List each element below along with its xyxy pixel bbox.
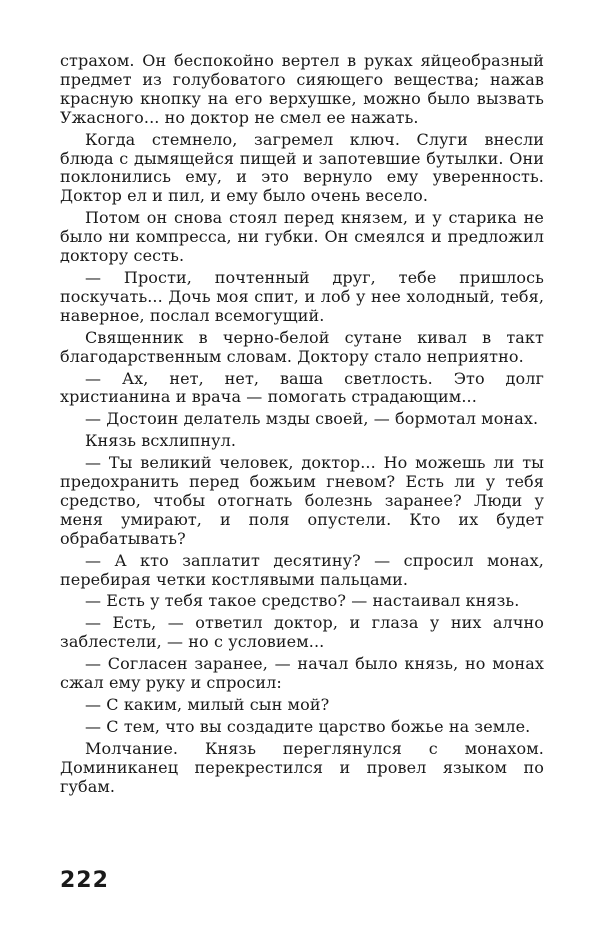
paragraph: — Ты великий человек, доктор... Но можешь ли ты предохранить перед божьим гневом? Есть ли у тебя средство, чтобы отогнать болезнь заранее? Люди у меня умирают, и поля опустели. Кто их будет обрабатывать? — [60, 453, 544, 548]
paragraph: — Есть, — ответил доктор, и глаза у них алчно заблестели, — но с условием... — [60, 613, 544, 652]
paragraph: — А кто заплатит десятину? — спросил монах, перебирая четки костлявыми пальцами. — [60, 550, 544, 589]
paragraph: Князь всхлипнул. — [85, 431, 237, 451]
paragraph: — С тем, что вы создадите царство божье на земле. — [85, 716, 531, 736]
page-number: 222 — [60, 868, 109, 893]
page-body — [60, 52, 544, 800]
paragraph: страхом. Он беспокойно вертел в руках яйцеобразный предмет из голубоватого сияющего вещества; нажав красную кнопку на его верхушке, можно было вызвать Ужасного... но доктор не смел ее нажать. — [60, 51, 544, 127]
paragraph: Потом он снова стоял перед князем, и у старика не было ни компресса, ни губки. Он смеялся и предложил доктору сесть. — [60, 208, 544, 266]
paragraph: Священник в черно-белой сутане кивал в такт благодарственным словам. Доктору стало неприятно. — [60, 327, 544, 366]
paragraph: Молчание. Князь переглянулся с монахом. Доминиканец перекрестился и провел языком по губам. — [60, 738, 544, 796]
paragraph: — Достоин делатель мзды своей, — бормотал монах. — [85, 409, 539, 429]
paragraph: Когда стемнело, загремел ключ. Слуги внесли блюда с дымящейся пищей и запотевшие бутылки. Они поклонились ему, и это вернуло ему уверенность. Доктор ел и пил, и ему было очень весело. — [60, 129, 544, 206]
paragraph: — Есть у тебя такое средство? — настаивал князь. — [85, 591, 520, 611]
paragraph: — С каким, милый сын мой? — [85, 695, 330, 714]
paragraph: — Ах, нет, нет, ваша светлость. Это долг христианина и врача — помогать страдающим... — [60, 368, 544, 407]
paragraph: — Согласен заранее, — начал было князь, но монах сжал ему руку и спросил: — [60, 654, 544, 693]
paragraph: — Прости, почтенный друг, тебе пришлось поскучать... Дочь моя спит, и лоб у нее холодный, тебя, наверное, послал всемогущий. — [60, 267, 544, 325]
